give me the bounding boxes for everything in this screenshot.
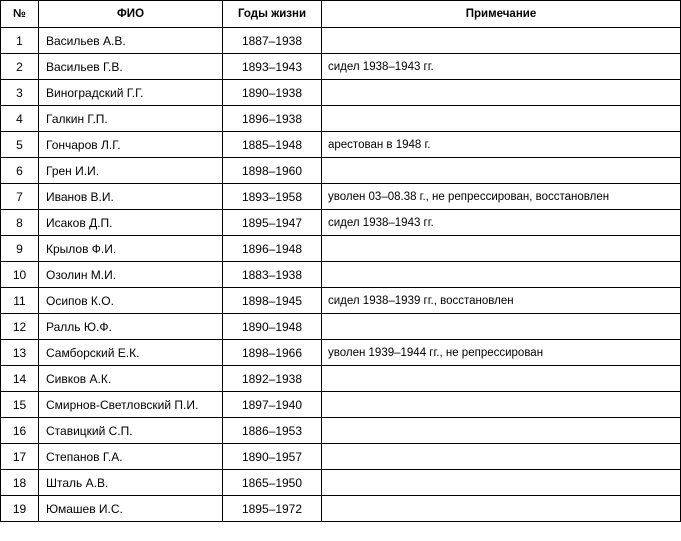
cell-note — [322, 444, 681, 470]
cell-note — [322, 496, 681, 522]
cell-note — [322, 366, 681, 392]
cell-life-years: 1887–1938 — [223, 28, 322, 54]
header-number: № — [1, 1, 39, 28]
cell-life-years: 1898–1966 — [223, 340, 322, 366]
cell-number: 18 — [1, 470, 39, 496]
table-row — [1, 444, 681, 470]
table-row — [1, 106, 681, 132]
cell-full-name: Иванов В.И. — [39, 184, 223, 210]
cell-full-name: Васильев Г.В. — [39, 54, 223, 80]
cell-full-name: Юмашев И.С. — [39, 496, 223, 522]
cell-note — [322, 470, 681, 496]
table-row — [1, 158, 681, 184]
cell-note — [322, 28, 681, 54]
cell-number: 13 — [1, 340, 39, 366]
cell-note: сидел 1938–1943 гг. — [322, 54, 681, 80]
cell-number: 11 — [1, 288, 39, 314]
cell-life-years: 1890–1938 — [223, 80, 322, 106]
cell-number: 19 — [1, 496, 39, 522]
table-row — [1, 470, 681, 496]
cell-life-years: 1883–1938 — [223, 262, 322, 288]
cell-number: 14 — [1, 366, 39, 392]
table-row — [1, 54, 681, 80]
table-row — [1, 184, 681, 210]
table-row — [1, 392, 681, 418]
table-row — [1, 288, 681, 314]
header-full-name: ФИО — [39, 1, 223, 28]
cell-number: 16 — [1, 418, 39, 444]
cell-note — [322, 80, 681, 106]
cell-full-name: Шталь А.В. — [39, 470, 223, 496]
cell-life-years: 1896–1948 — [223, 236, 322, 262]
cell-note — [322, 106, 681, 132]
cell-full-name: Озолин М.И. — [39, 262, 223, 288]
cell-full-name: Сивков А.К. — [39, 366, 223, 392]
table-row — [1, 262, 681, 288]
cell-number: 8 — [1, 210, 39, 236]
cell-life-years: 1865–1950 — [223, 470, 322, 496]
cell-life-years: 1893–1958 — [223, 184, 322, 210]
cell-number: 17 — [1, 444, 39, 470]
cell-number: 1 — [1, 28, 39, 54]
cell-full-name: Виноградский Г.Г. — [39, 80, 223, 106]
table-row — [1, 28, 681, 54]
cell-life-years: 1898–1960 — [223, 158, 322, 184]
cell-note — [322, 418, 681, 444]
cell-full-name: Исаков Д.П. — [39, 210, 223, 236]
table-header-row — [1, 1, 681, 28]
cell-full-name: Степанов Г.А. — [39, 444, 223, 470]
table-row — [1, 366, 681, 392]
cell-life-years: 1895–1972 — [223, 496, 322, 522]
table-row — [1, 314, 681, 340]
cell-number: 4 — [1, 106, 39, 132]
cell-full-name: Васильев А.В. — [39, 28, 223, 54]
table-row — [1, 210, 681, 236]
cell-life-years: 1892–1938 — [223, 366, 322, 392]
cell-number: 10 — [1, 262, 39, 288]
cell-full-name: Грен И.И. — [39, 158, 223, 184]
cell-full-name: Гончаров Л.Г. — [39, 132, 223, 158]
cell-note: сидел 1938–1943 гг. — [322, 210, 681, 236]
cell-note — [322, 236, 681, 262]
cell-full-name: Смирнов-Светловский П.И. — [39, 392, 223, 418]
table-row — [1, 236, 681, 262]
cell-number: 6 — [1, 158, 39, 184]
table-row — [1, 418, 681, 444]
cell-full-name: Осипов К.О. — [39, 288, 223, 314]
cell-number: 7 — [1, 184, 39, 210]
cell-life-years: 1885–1948 — [223, 132, 322, 158]
table-row — [1, 80, 681, 106]
cell-life-years: 1896–1938 — [223, 106, 322, 132]
table-body — [1, 28, 681, 522]
cell-life-years: 1886–1953 — [223, 418, 322, 444]
table-row — [1, 132, 681, 158]
cell-life-years: 1890–1957 — [223, 444, 322, 470]
cell-note — [322, 392, 681, 418]
cell-number: 3 — [1, 80, 39, 106]
cell-note: арестован в 1948 г. — [322, 132, 681, 158]
table-row — [1, 496, 681, 522]
cell-full-name: Ралль Ю.Ф. — [39, 314, 223, 340]
cell-life-years: 1898–1945 — [223, 288, 322, 314]
cell-note — [322, 158, 681, 184]
table-row — [1, 340, 681, 366]
cell-life-years: 1895–1947 — [223, 210, 322, 236]
cell-number: 15 — [1, 392, 39, 418]
cell-full-name: Галкин Г.П. — [39, 106, 223, 132]
header-life-years: Годы жизни — [223, 1, 322, 28]
cell-life-years: 1890–1948 — [223, 314, 322, 340]
cell-note: уволен 1939–1944 гг., не репрессирован — [322, 340, 681, 366]
cell-note: сидел 1938–1939 гг., восстановлен — [322, 288, 681, 314]
cell-note — [322, 314, 681, 340]
cell-number: 9 — [1, 236, 39, 262]
cell-life-years: 1893–1943 — [223, 54, 322, 80]
cell-full-name: Самборский Е.К. — [39, 340, 223, 366]
cell-full-name: Крылов Ф.И. — [39, 236, 223, 262]
header-note: Примечание — [322, 1, 681, 28]
cell-number: 2 — [1, 54, 39, 80]
cell-life-years: 1897–1940 — [223, 392, 322, 418]
cell-number: 5 — [1, 132, 39, 158]
cell-note — [322, 262, 681, 288]
cell-number: 12 — [1, 314, 39, 340]
cell-full-name: Ставицкий С.П. — [39, 418, 223, 444]
cell-note: уволен 03–08.38 г., не репрессирован, восстановлен — [322, 184, 681, 210]
